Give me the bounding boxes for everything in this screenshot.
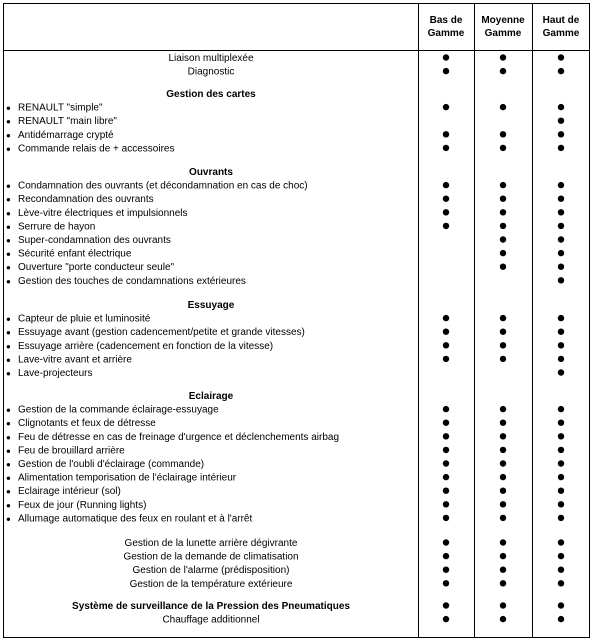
- availability-dot: [558, 567, 564, 573]
- availability-dot: [443, 182, 449, 188]
- availability-dot: [500, 420, 506, 426]
- availability-dot: [443, 553, 449, 559]
- availability-dot: [443, 356, 449, 362]
- table-row: [72, 601, 564, 612]
- feature-label: Lève-vitre électriques et impulsionnels: [18, 207, 188, 219]
- availability-dot: [500, 406, 506, 412]
- availability-dot: [500, 145, 506, 151]
- feature-label: Antidémarrage crypté: [18, 129, 114, 141]
- table-row: [125, 538, 565, 549]
- bullet-glyph: ●: [6, 341, 11, 351]
- feature-group: [6, 89, 564, 154]
- availability-dot: [443, 474, 449, 480]
- availability-dot: [558, 515, 564, 521]
- bullet-glyph: ●: [6, 514, 11, 524]
- column-header-line2: Gamme: [542, 28, 580, 39]
- table-row: [6, 432, 564, 443]
- feature-group: [6, 300, 564, 379]
- availability-dot: [500, 236, 506, 242]
- table-row: [6, 181, 564, 192]
- availability-dot: [558, 264, 564, 270]
- availability-dot: [443, 131, 449, 137]
- bullet-glyph: ●: [6, 460, 11, 469]
- column-header-line2: Gamme: [427, 28, 465, 39]
- availability-dot: [558, 182, 564, 188]
- bullet-glyph: ●: [6, 487, 11, 497]
- availability-dot: [443, 460, 449, 466]
- feature-label: Eclairage intérieur (sol): [18, 486, 121, 498]
- table-row: [6, 473, 564, 484]
- availability-dot: [443, 196, 449, 202]
- availability-dot: [500, 460, 506, 466]
- bullet-glyph: ●: [6, 117, 11, 127]
- table-row: [6, 327, 564, 338]
- availability-dot: [500, 616, 506, 622]
- table-row: [6, 235, 564, 246]
- availability-dot: [443, 602, 449, 608]
- availability-dot: [443, 447, 449, 453]
- table-row: [6, 513, 564, 524]
- availability-dot: [558, 209, 564, 215]
- feature-label: Capteur de pluie et luminosité: [18, 313, 151, 325]
- bullet-glyph: ●: [6, 355, 11, 365]
- feature-label: Gestion de la demande de climatisation: [123, 551, 299, 563]
- availability-dot: [558, 329, 564, 335]
- bullet-glyph: ●: [6, 432, 11, 442]
- table-row: [6, 249, 564, 260]
- bullet-glyph: ●: [6, 208, 11, 218]
- availability-dot: [443, 223, 449, 229]
- feature-group: [168, 53, 564, 78]
- feature-group: [123, 538, 564, 590]
- availability-dot: [500, 182, 506, 188]
- feature-label: Essuyage arrière (cadencement en fonction de la vitesse): [18, 340, 274, 352]
- table-row: [6, 221, 564, 232]
- availability-dot: [558, 474, 564, 480]
- availability-dot: [500, 54, 506, 60]
- table-row: [6, 405, 564, 416]
- feature-label: Recondamnation des ouvrants: [18, 194, 154, 206]
- feature-label: Gestion de l'oubli d'éclairage (commande): [18, 459, 205, 470]
- availability-dot: [558, 433, 564, 439]
- bullet-glyph: ●: [6, 446, 11, 456]
- bullet-glyph: ●: [6, 222, 11, 232]
- table-row: [6, 103, 564, 114]
- table-row: [6, 368, 564, 379]
- bullet-glyph: ●: [6, 103, 11, 113]
- bullet-glyph: ●: [6, 144, 11, 154]
- availability-dot: [500, 342, 506, 348]
- availability-dot: [558, 602, 564, 608]
- feature-label: Feu de brouillard arrière: [18, 445, 125, 457]
- feature-label: Chauffage additionnel: [162, 614, 260, 626]
- availability-dot: [500, 488, 506, 494]
- bullet-glyph: ●: [6, 195, 11, 205]
- availability-dot: [558, 196, 564, 202]
- availability-dot: [558, 488, 564, 494]
- availability-dot: [500, 104, 506, 110]
- feature-label: Gestion de la commande éclairage-essuyage: [18, 404, 219, 416]
- availability-dot: [558, 250, 564, 256]
- table-row: [133, 565, 565, 576]
- column-header-line1: Moyenne: [481, 15, 525, 26]
- availability-dot: [558, 104, 564, 110]
- table-row: [188, 67, 565, 78]
- feature-label: Sécurité enfant électrique: [18, 248, 132, 260]
- feature-label: Commande relais de + accessoires: [18, 143, 175, 155]
- bullet-glyph: ●: [6, 130, 11, 140]
- feature-label: Gestion de la température extérieure: [129, 578, 293, 590]
- table-row: [6, 314, 564, 325]
- table-row: [6, 262, 564, 273]
- availability-dot: [500, 447, 506, 453]
- table-row: [6, 445, 564, 456]
- availability-dot: [500, 539, 506, 545]
- table-row: [6, 418, 564, 429]
- availability-dot: [558, 68, 564, 74]
- availability-dot: [558, 223, 564, 229]
- column-header-line2: Gamme: [484, 28, 522, 39]
- table-canvas: [3, 3, 590, 638]
- feature-label: Diagnostic: [187, 66, 235, 78]
- bullet-glyph: ●: [6, 419, 11, 429]
- table-row: [6, 208, 564, 219]
- availability-dot: [558, 54, 564, 60]
- feature-label: Gestion de la lunette arrière dégivrante: [124, 538, 298, 549]
- feature-group: [6, 167, 564, 287]
- group-title: Ouvrants: [189, 167, 233, 178]
- availability-dot: [558, 460, 564, 466]
- column-header-line1: Haut de: [542, 15, 580, 26]
- availability-dot: [500, 264, 506, 270]
- availability-dot: [500, 515, 506, 521]
- feature-label: Serrure de hayon: [18, 221, 96, 233]
- bullet-glyph: ●: [6, 328, 11, 338]
- feature-label: Feux de jour (Running lights): [18, 499, 147, 511]
- availability-dot: [443, 515, 449, 521]
- feature-label: Allumage automatique des feux en roulant et à l'arrêt: [18, 513, 253, 525]
- availability-dot: [558, 501, 564, 507]
- bullet-glyph: ●: [6, 263, 11, 273]
- availability-dot: [558, 131, 564, 137]
- availability-dot: [558, 277, 564, 283]
- availability-dot: [500, 329, 506, 335]
- table-row: [130, 579, 565, 590]
- feature-label: Ouverture "porte conducteur seule": [18, 262, 175, 274]
- availability-dot: [443, 145, 449, 151]
- availability-dot: [443, 539, 449, 545]
- availability-dot: [558, 369, 564, 375]
- group-title: Gestion des cartes: [166, 89, 256, 100]
- feature-label: RENAULT "simple": [18, 102, 103, 114]
- availability-dot: [500, 68, 506, 74]
- table-row: [6, 276, 564, 287]
- availability-dot: [443, 329, 449, 335]
- feature-matrix-table: [3, 3, 590, 638]
- table-row: [6, 130, 564, 141]
- feature-label: RENAULT "main libre": [18, 116, 117, 128]
- availability-dot: [443, 406, 449, 412]
- availability-dot: [500, 501, 506, 507]
- table-row: [6, 486, 564, 497]
- availability-dot: [558, 580, 564, 586]
- availability-dot: [558, 118, 564, 124]
- availability-dot: [558, 356, 564, 362]
- availability-dot: [500, 223, 506, 229]
- feature-label: Lave-projecteurs: [18, 368, 93, 379]
- availability-dot: [443, 567, 449, 573]
- availability-dot: [500, 474, 506, 480]
- table-row: [168, 53, 564, 64]
- table-row: [6, 354, 564, 365]
- bullet-glyph: ●: [6, 276, 11, 286]
- feature-label: Lave-vitre avant et arrière: [18, 354, 132, 366]
- availability-dot: [500, 315, 506, 321]
- feature-label: Gestion de l'alarme (prédisposition): [132, 565, 290, 577]
- availability-dot: [443, 342, 449, 348]
- availability-dot: [500, 209, 506, 215]
- availability-dot: [500, 580, 506, 586]
- availability-dot: [443, 616, 449, 622]
- bullet-glyph: ●: [6, 405, 11, 415]
- availability-dot: [500, 356, 506, 362]
- bullet-glyph: ●: [6, 500, 11, 510]
- availability-dot: [443, 580, 449, 586]
- feature-label: Condamnation des ouvrants (et décondamnation en cas de choc): [18, 180, 308, 192]
- feature-label: Liaison multiplexée: [168, 53, 254, 64]
- feature-label: Super-condamnation des ouvrants: [18, 235, 171, 246]
- bullet-glyph: ●: [6, 249, 11, 259]
- availability-dot: [443, 420, 449, 426]
- bullet-glyph: ●: [6, 369, 11, 378]
- feature-label: Feu de détresse en cas de freinage d'urgence et déclenchements airbag: [18, 431, 340, 443]
- availability-dot: [558, 553, 564, 559]
- group-title: Eclairage: [188, 391, 234, 402]
- availability-dot: [500, 196, 506, 202]
- availability-dot: [443, 315, 449, 321]
- bullet-glyph: ●: [6, 236, 11, 245]
- availability-dot: [558, 315, 564, 321]
- availability-dot: [558, 406, 564, 412]
- feature-label: Système de surveillance de la Pression des Pneumatiques: [72, 601, 350, 612]
- table-row: [6, 116, 564, 127]
- table-row: [6, 194, 564, 205]
- availability-dot: [500, 250, 506, 256]
- bullet-glyph: ●: [6, 473, 11, 483]
- availability-dot: [500, 433, 506, 439]
- availability-dot: [558, 145, 564, 151]
- table-row: [162, 615, 564, 626]
- availability-dot: [500, 131, 506, 137]
- availability-dot: [443, 54, 449, 60]
- availability-dot: [558, 539, 564, 545]
- availability-dot: [500, 602, 506, 608]
- availability-dot: [443, 488, 449, 494]
- table-row: [123, 552, 564, 563]
- availability-dot: [558, 342, 564, 348]
- availability-dot: [443, 433, 449, 439]
- table-row: [6, 500, 564, 511]
- availability-dot: [443, 104, 449, 110]
- feature-group: [72, 601, 564, 626]
- table-row: [6, 459, 564, 470]
- column-header-line1: Bas de: [429, 15, 463, 26]
- group-title: Essuyage: [187, 300, 235, 311]
- availability-dot: [500, 553, 506, 559]
- availability-dot: [443, 68, 449, 74]
- feature-label: Gestion des touches de condamnations extérieures: [18, 275, 246, 287]
- availability-dot: [558, 420, 564, 426]
- availability-dot: [558, 236, 564, 242]
- availability-dot: [443, 501, 449, 507]
- bullet-glyph: ●: [6, 181, 11, 191]
- availability-dot: [558, 616, 564, 622]
- availability-dot: [500, 567, 506, 573]
- table-row: [6, 143, 564, 154]
- bullet-glyph: ●: [6, 314, 11, 324]
- availability-dot: [558, 447, 564, 453]
- feature-label: Clignotants et feux de détresse: [18, 418, 156, 430]
- availability-dot: [443, 209, 449, 215]
- feature-label: Essuyage avant (gestion cadencement/petite et grande vitesses): [18, 327, 305, 339]
- feature-label: Alimentation temporisation de l'éclairage intérieur: [18, 472, 237, 484]
- feature-group: [6, 391, 564, 524]
- table-row: [6, 341, 564, 352]
